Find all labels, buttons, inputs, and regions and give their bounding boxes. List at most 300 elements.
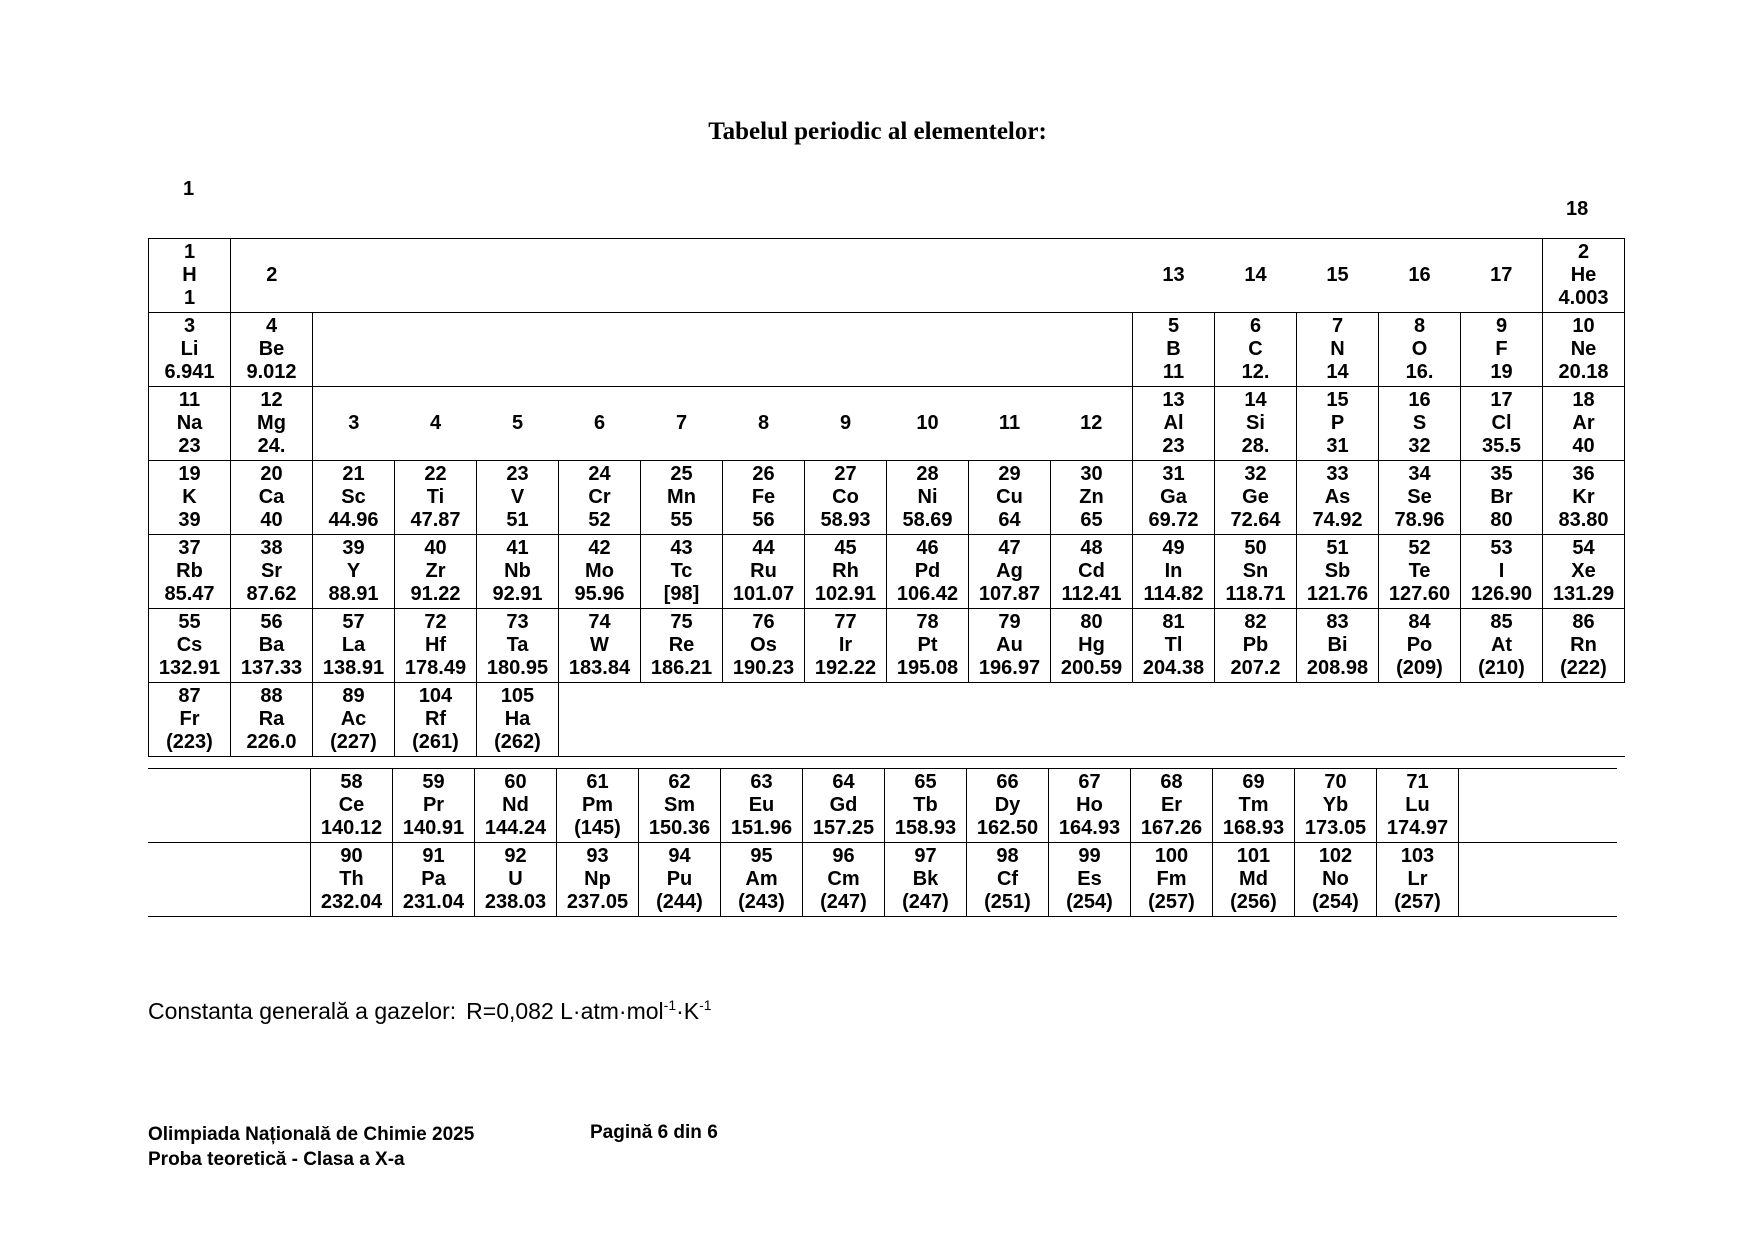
element-symbol: N [1330,338,1345,360]
atomic-number: 35 [1490,463,1513,485]
atomic-number: 59 [422,771,445,793]
atomic-number: 23 [506,463,529,485]
element-Rb [149,535,231,609]
atomic-number: 13 [1162,389,1185,411]
atomic-number: 91 [422,845,445,867]
atomic-number: 89 [342,685,365,707]
group-header-5: 5 [477,387,559,461]
atomic-number: 3 [183,315,196,337]
atomic-number: 51 [1326,537,1349,559]
element-symbol: C [1248,338,1263,360]
atomic-number: 74 [588,611,611,633]
element-symbol: S [1412,412,1427,434]
atomic-mass: 162.50 [976,817,1039,839]
element-symbol: Ce [338,794,365,816]
element-symbol: Cf [996,868,1019,890]
element-Ni [887,461,969,535]
element-Am [721,843,803,917]
atomic-mass: 137.33 [240,657,303,679]
element-symbol: Sr [260,560,283,582]
element-Fe [723,461,805,535]
element-Cu [969,461,1051,535]
atomic-mass: 118.71 [1225,583,1286,605]
element-In [1133,535,1215,609]
atomic-mass: 174.97 [1386,817,1449,839]
element-Er [1131,769,1213,843]
atomic-number: 84 [1408,611,1431,633]
element-Zn [1051,461,1133,535]
atomic-number: 68 [1160,771,1183,793]
element-symbol: Ta [506,634,529,656]
atomic-mass: 107.87 [978,583,1041,605]
element-Ag [969,535,1051,609]
atomic-mass: 183.84 [568,657,631,679]
element-Tb [885,769,967,843]
element-symbol: Cs [176,634,203,656]
atomic-number: 36 [1572,463,1595,485]
atomic-number: 28 [916,463,939,485]
atomic-mass: 238.03 [484,891,547,913]
element-Os [723,609,805,683]
atomic-mass: 40 [260,509,283,531]
atomic-number: 90 [340,845,363,867]
element-Xe [1543,535,1625,609]
atomic-mass: 200.59 [1060,657,1123,679]
element-symbol: Zn [1079,486,1104,508]
atomic-mass: 131.29 [1552,583,1615,605]
group-header-2: 2 [231,239,313,313]
atomic-number: 34 [1408,463,1431,485]
atomic-number: 86 [1572,611,1595,633]
atomic-mass: (254) [1312,891,1359,913]
atomic-number: 100 [1154,845,1189,867]
page-number: Pagină 6 din 6 [590,1122,718,1143]
element-Tc [641,535,723,609]
atomic-mass: 78.96 [1394,509,1445,531]
group-header-10: 10 [887,387,969,461]
element-Sr [231,535,313,609]
element-symbol: Mo [585,560,614,582]
atomic-mass: 88.91 [328,583,379,605]
element-symbol: I [1498,560,1505,582]
atomic-mass: 24. [257,435,286,457]
element-W [559,609,641,683]
atomic-mass: (251) [984,891,1031,913]
atomic-mass: (257) [1394,891,1441,913]
atomic-mass: (243) [738,891,785,913]
atomic-number: 29 [998,463,1021,485]
atomic-number: 20 [260,463,283,485]
element-Pb [1215,609,1297,683]
element-symbol: Ir [838,634,853,656]
element-symbol: Ho [1076,794,1103,816]
atomic-mass: 44.96 [328,509,379,531]
element-Cl [1461,387,1543,461]
element-C [1215,313,1297,387]
element-Au [969,609,1051,683]
atomic-mass: 186.21 [650,657,713,679]
period-6-row [149,609,1625,683]
element-B [1133,313,1215,387]
element-symbol: Hg [1078,634,1105,656]
element-Rf [395,683,477,757]
element-Yb [1295,769,1377,843]
atomic-number: 80 [1080,611,1103,633]
element-Ca [231,461,313,535]
atomic-mass: 91.22 [410,583,461,605]
atomic-number: 45 [834,537,857,559]
element-Np [557,843,639,917]
element-Be [231,313,313,387]
group-header-7: 7 [641,387,723,461]
element-symbol: Be [258,338,285,360]
element-Es [1049,843,1131,917]
element-symbol: P [1330,412,1345,434]
gas-constant [148,998,712,1025]
element-symbol: As [1324,486,1351,508]
atomic-number: 37 [178,537,201,559]
atomic-mass: 1 [183,287,196,309]
lanthanide-row [148,769,1617,843]
atomic-mass: 192.22 [814,657,877,679]
atomic-number: 99 [1078,845,1101,867]
element-Lu [1377,769,1459,843]
element-symbol: Mg [257,412,286,434]
atomic-mass: 151.96 [730,817,793,839]
element-symbol: Pr [422,794,445,816]
element-symbol: Kr [1572,486,1595,508]
atomic-mass: 157.25 [812,817,875,839]
atomic-number: 47 [998,537,1021,559]
period-2-row [149,313,1625,387]
group-header-12: 12 [1051,387,1133,461]
element-symbol: Ha [504,708,531,730]
periodic-table [148,238,1625,757]
atomic-number: 17 [1490,389,1513,411]
atomic-mass: 40 [1572,435,1595,457]
element-symbol: Ar [1572,412,1595,434]
gas-constant-label: Constanta generală a gazelor: [148,998,457,1024]
atomic-number: 24 [588,463,611,485]
atomic-mass: 58.93 [820,509,871,531]
atomic-mass: 47.87 [410,509,461,531]
atomic-mass: (256) [1230,891,1277,913]
element-Md [1213,843,1295,917]
atomic-number: 53 [1490,537,1513,559]
atomic-number: 7 [1331,315,1344,337]
element-Bi [1297,609,1379,683]
element-Ar [1543,387,1625,461]
element-symbol: Xe [1571,560,1596,582]
element-Ho [1049,769,1131,843]
element-Sn [1215,535,1297,609]
element-symbol: U [508,868,523,890]
element-symbol: Ac [340,708,367,730]
atomic-number: 82 [1244,611,1267,633]
element-symbol: Ca [258,486,285,508]
atomic-number: 61 [586,771,609,793]
atomic-mass: 102.91 [814,583,877,605]
element-I [1461,535,1543,609]
element-symbol: Rf [424,708,447,730]
element-symbol: W [590,634,609,656]
atomic-mass: 56 [752,509,775,531]
element-symbol: Ne [1570,338,1597,360]
actinide-row [148,843,1617,917]
element-symbol: At [1490,634,1513,656]
atomic-mass: 74.92 [1312,509,1363,531]
element-Pa [393,843,475,917]
atomic-mass: 14 [1326,361,1349,383]
atomic-number: 96 [832,845,855,867]
atomic-number: 88 [260,685,283,707]
element-Pu [639,843,721,917]
atomic-mass: (261) [412,731,459,753]
element-Th [311,843,393,917]
element-symbol: Br [1490,486,1513,508]
element-Nb [477,535,559,609]
element-symbol: Cl [1491,412,1512,434]
element-O [1379,313,1461,387]
element-symbol: Sc [341,486,366,508]
group-label-1: 1 [183,178,195,200]
footer [148,1122,474,1172]
element-V [477,461,559,535]
element-symbol: Pu [666,868,693,890]
atomic-mass: 190.23 [732,657,795,679]
element-symbol: Sb [1324,560,1351,582]
element-symbol: Ge [1242,486,1269,508]
element-symbol: V [510,486,525,508]
atomic-number: 30 [1080,463,1103,485]
element-symbol: Lr [1407,868,1428,890]
atomic-mass: 140.91 [402,817,465,839]
element-symbol: Ni [917,486,938,508]
element-symbol: Mn [667,486,696,508]
atomic-number: 55 [178,611,201,633]
element-Tl [1133,609,1215,683]
atomic-number: 50 [1244,537,1267,559]
element-symbol: Os [750,634,777,656]
atomic-number: 70 [1324,771,1347,793]
atomic-number: 66 [996,771,1019,793]
atomic-mass: 31 [1326,435,1349,457]
atomic-mass: 80 [1490,509,1513,531]
atomic-mass: (223) [166,731,213,753]
element-symbol: Te [1408,560,1431,582]
element-Ta [477,609,559,683]
atomic-number: 38 [260,537,283,559]
atomic-number: 11 [178,389,201,411]
atomic-number: 42 [588,537,611,559]
footer-exam: Proba teoretică - Clasa a X-a [148,1149,405,1170]
element-Co [805,461,887,535]
atomic-number: 43 [670,537,693,559]
group-label-18: 18 [1566,198,1589,220]
atomic-mass: 178.49 [404,657,467,679]
element-symbol: Bi [1327,634,1348,656]
element-symbol: Pm [581,794,614,816]
atomic-number: 46 [916,537,939,559]
element-Sc [313,461,395,535]
element-Cs [149,609,231,683]
atomic-number: 8 [1413,315,1426,337]
element-Cf [967,843,1049,917]
period-3-row [149,387,1625,461]
atomic-number: 102 [1318,845,1353,867]
atomic-mass: 121.76 [1306,583,1369,605]
group-header-8: 8 [723,387,805,461]
element-Hf [395,609,477,683]
element-symbol: Ba [258,634,285,656]
element-Ba [231,609,313,683]
element-symbol: Se [1407,486,1432,508]
atomic-mass: 20.18 [1558,361,1609,383]
period-1-row [149,239,1625,313]
atomic-number: 93 [586,845,609,867]
element-Re [641,609,723,683]
atomic-mass: 85.47 [164,583,215,605]
group-header-16: 16 [1379,239,1461,313]
atomic-number: 18 [1572,389,1595,411]
group-header-3: 3 [313,387,395,461]
atomic-mass: 101.07 [732,583,795,605]
element-Ga [1133,461,1215,535]
element-F [1461,313,1543,387]
element-symbol: Cd [1078,560,1105,582]
element-symbol: La [341,634,366,656]
atomic-number: 6 [1249,315,1262,337]
atomic-number: 15 [1326,389,1349,411]
element-symbol: Tl [1164,634,1183,656]
atomic-number: 57 [342,611,365,633]
element-Rh [805,535,887,609]
element-symbol: Gd [829,794,858,816]
atomic-mass: 173.05 [1304,817,1367,839]
element-S [1379,387,1461,461]
atomic-number: 39 [342,537,365,559]
atomic-mass: [98] [663,583,700,605]
atomic-mass: 52 [588,509,611,531]
element-He [1543,239,1625,313]
atomic-number: 63 [750,771,773,793]
atomic-mass: 64 [998,509,1021,531]
atomic-mass: 23 [1162,435,1185,457]
element-symbol: F [1495,338,1508,360]
element-symbol: Cu [996,486,1023,508]
element-symbol: Tm [1238,794,1269,816]
element-Dy [967,769,1049,843]
atomic-mass: 207.2 [1230,657,1281,679]
element-Bk [885,843,967,917]
element-symbol: Np [584,868,611,890]
element-K [149,461,231,535]
atomic-mass: (209) [1396,657,1443,679]
atomic-number: 27 [834,463,857,485]
element-Sm [639,769,721,843]
atomic-number: 87 [178,685,201,707]
atomic-mass: 6.941 [164,361,215,383]
element-symbol: Sn [1242,560,1269,582]
atomic-number: 5 [1167,315,1180,337]
element-symbol: Tc [670,560,693,582]
atomic-number: 1 [183,241,196,263]
footer-olympiad: Olimpiada Națională de Chimie 2025 [148,1124,475,1145]
element-Br [1461,461,1543,535]
atomic-number: 54 [1572,537,1595,559]
element-Pm [557,769,639,843]
element-symbol: Pb [1242,634,1269,656]
atomic-number: 52 [1408,537,1431,559]
atomic-number: 31 [1162,463,1185,485]
element-symbol: Am [745,868,778,890]
atomic-mass: 196.97 [978,657,1041,679]
element-Mg [231,387,313,461]
atomic-mass: 114.82 [1143,583,1204,605]
atomic-mass: 58.69 [902,509,953,531]
atomic-mass: 140.12 [320,817,383,839]
element-symbol: Au [996,634,1023,656]
atomic-mass: 127.60 [1388,583,1451,605]
atomic-number: 9 [1495,315,1508,337]
atomic-mass: (210) [1478,657,1525,679]
atomic-number: 10 [1572,315,1595,337]
atomic-mass: 158.93 [894,817,957,839]
element-Al [1133,387,1215,461]
atomic-number: 104 [418,685,453,707]
element-Zr [395,535,477,609]
element-Cd [1051,535,1133,609]
atomic-mass: 208.98 [1306,657,1369,679]
element-Ru [723,535,805,609]
element-Ge [1215,461,1297,535]
element-symbol: Y [346,560,361,582]
element-H [149,239,231,313]
element-Po [1379,609,1461,683]
atomic-number: 32 [1244,463,1267,485]
atomic-number: 103 [1400,845,1435,867]
atomic-mass: 126.90 [1470,583,1533,605]
period-5-row [149,535,1625,609]
atomic-mass: 204.38 [1142,657,1205,679]
element-symbol: Pa [421,868,446,890]
atomic-mass: 164.93 [1058,817,1121,839]
atomic-mass: 12. [1241,361,1270,383]
group-header-15: 15 [1297,239,1379,313]
element-symbol: Lu [1405,794,1430,816]
atomic-number: 41 [506,537,529,559]
element-U [475,843,557,917]
atomic-number: 81 [1162,611,1185,633]
element-At [1461,609,1543,683]
element-Gd [803,769,885,843]
atomic-mass: 23 [178,435,201,457]
atomic-mass: 144.24 [484,817,547,839]
element-symbol: Cr [588,486,611,508]
atomic-mass: 16. [1405,361,1434,383]
element-symbol: Nb [504,560,531,582]
element-Ra [231,683,313,757]
group-header-4: 4 [395,387,477,461]
element-symbol: Fe [751,486,776,508]
element-Cm [803,843,885,917]
element-Se [1379,461,1461,535]
element-As [1297,461,1379,535]
period-4-row [149,461,1625,535]
element-Fm [1131,843,1213,917]
atomic-mass: 28. [1241,435,1270,457]
element-symbol: He [1570,264,1597,286]
